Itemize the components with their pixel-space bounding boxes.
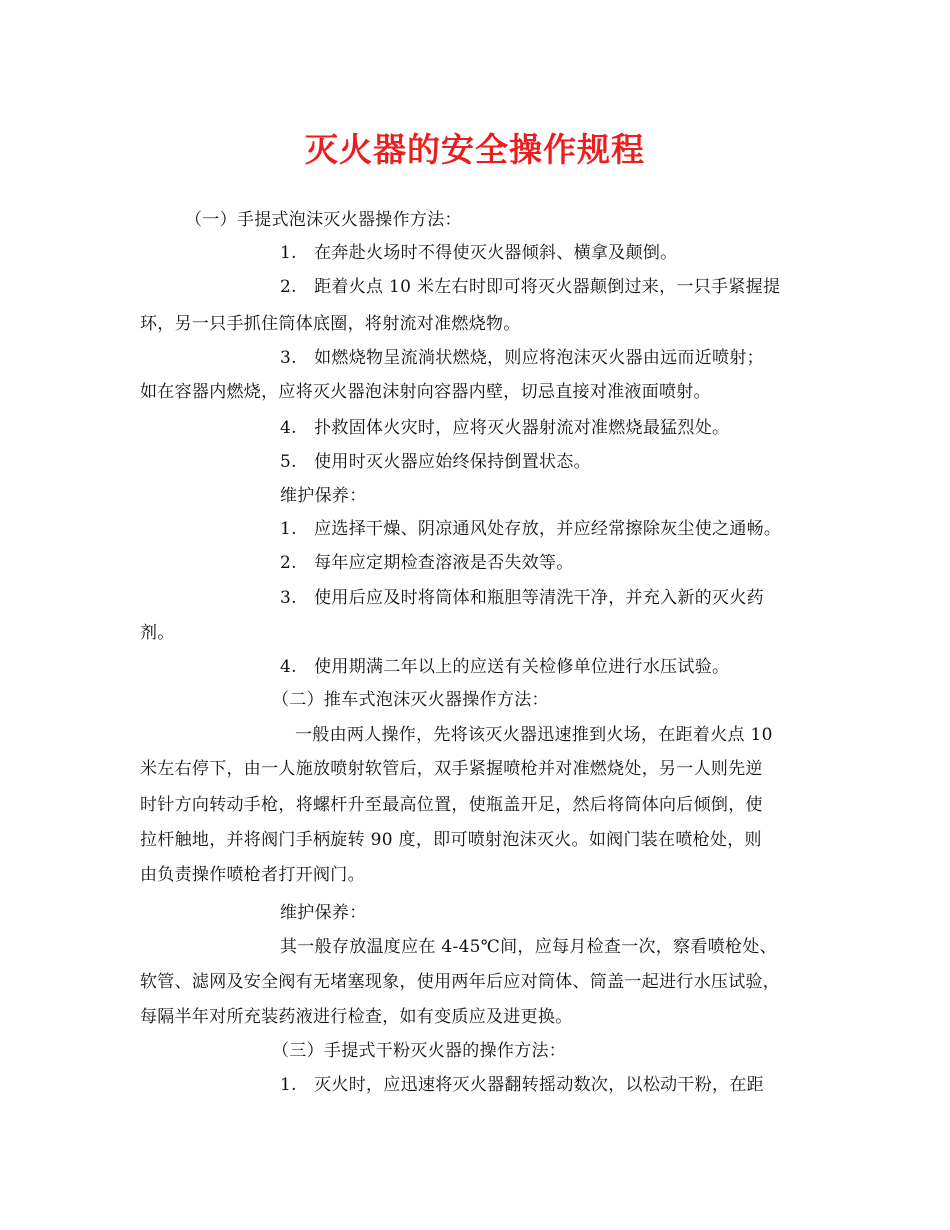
- paragraph-line: 3. 如燃烧物呈流淌状燃烧，则应将泡沫灭火器由远而近喷射；: [280, 348, 764, 368]
- paragraph-line: 1. 在奔赴火场时不得使灭火器倾斜、横拿及颠倒。: [280, 243, 678, 263]
- subheading-maintenance: 维护保养：: [280, 486, 367, 506]
- paragraph-line: 软管、滤网及安全阀有无堵塞现象，使用两年后应对筒体、筒盖一起进行水压试验，: [140, 972, 781, 992]
- document-title: 灭火器的安全操作规程: [305, 130, 645, 169]
- section-heading-1: （一）手提式泡沫灭火器操作方法：: [185, 210, 462, 230]
- paragraph-line: 一般由两人操作，先将该灭火器迅速推到火场，在距着火点 10: [295, 725, 773, 745]
- paragraph-line: 拉杆触地，并将阀门手柄旋转 90 度，即可喷射泡沫灭火。如阀门装在喷枪处，则: [140, 830, 762, 850]
- subheading-maintenance: 维护保养：: [280, 903, 367, 923]
- paragraph-line: 5. 使用时灭火器应始终保持倒置状态。: [280, 452, 591, 472]
- paragraph-line: 时针方向转动手枪，将螺杆升至最高位置，使瓶盖开足，然后将筒体向后倾倒，使: [140, 795, 763, 815]
- paragraph-line: 剂。: [140, 623, 175, 643]
- paragraph-line: 3. 使用后应及时将筒体和瓶胆等清洗干净，并充入新的灭火药: [280, 588, 764, 608]
- paragraph-line: 4. 使用期满二年以上的应送有关检修单位进行水压试验。: [280, 657, 730, 677]
- paragraph-line: 2. 每年应定期检查溶液是否失效等。: [280, 553, 574, 573]
- paragraph-line: 1. 应选择干燥、阴凉通风处存放，并应经常擦除灰尘使之通畅。: [280, 519, 782, 539]
- paragraph-line: 2. 距着火点 10 米左右时即可将灭火器颠倒过来，一只手紧握提: [280, 277, 781, 297]
- paragraph-line: 其一般存放温度应在 4-45℃间，应每月检查一次，察看喷枪处、: [280, 937, 777, 957]
- paragraph-line: 每隔半年对所充装药液进行检查，如有变质应及进更换。: [140, 1007, 573, 1027]
- paragraph-line: 由负责操作喷枪者打开阀门。: [140, 865, 365, 885]
- paragraph-line: 1. 灭火时，应迅速将灭火器翻转摇动数次，以松动干粉，在距: [280, 1075, 764, 1095]
- paragraph-line: 4. 扑救固体火灾时，应将灭火器射流对准燃烧最猛烈处。: [280, 418, 730, 438]
- section-heading-3: （三）手提式干粉灭火器的操作方法：: [272, 1041, 567, 1061]
- paragraph-line: 如在容器内燃烧，应将灭火器泡沫射向容器内壁，切忌直接对准液面喷射。: [140, 382, 711, 402]
- section-heading-2: （二）推车式泡沫灭火器操作方法：: [272, 690, 549, 710]
- paragraph-line: 米左右停下，由一人施放喷射软管后，双手紧握喷枪并对准燃烧处，另一人则先逆: [140, 759, 763, 779]
- paragraph-line: 环，另一只手抓住筒体底圈，将射流对准燃烧物。: [140, 314, 521, 334]
